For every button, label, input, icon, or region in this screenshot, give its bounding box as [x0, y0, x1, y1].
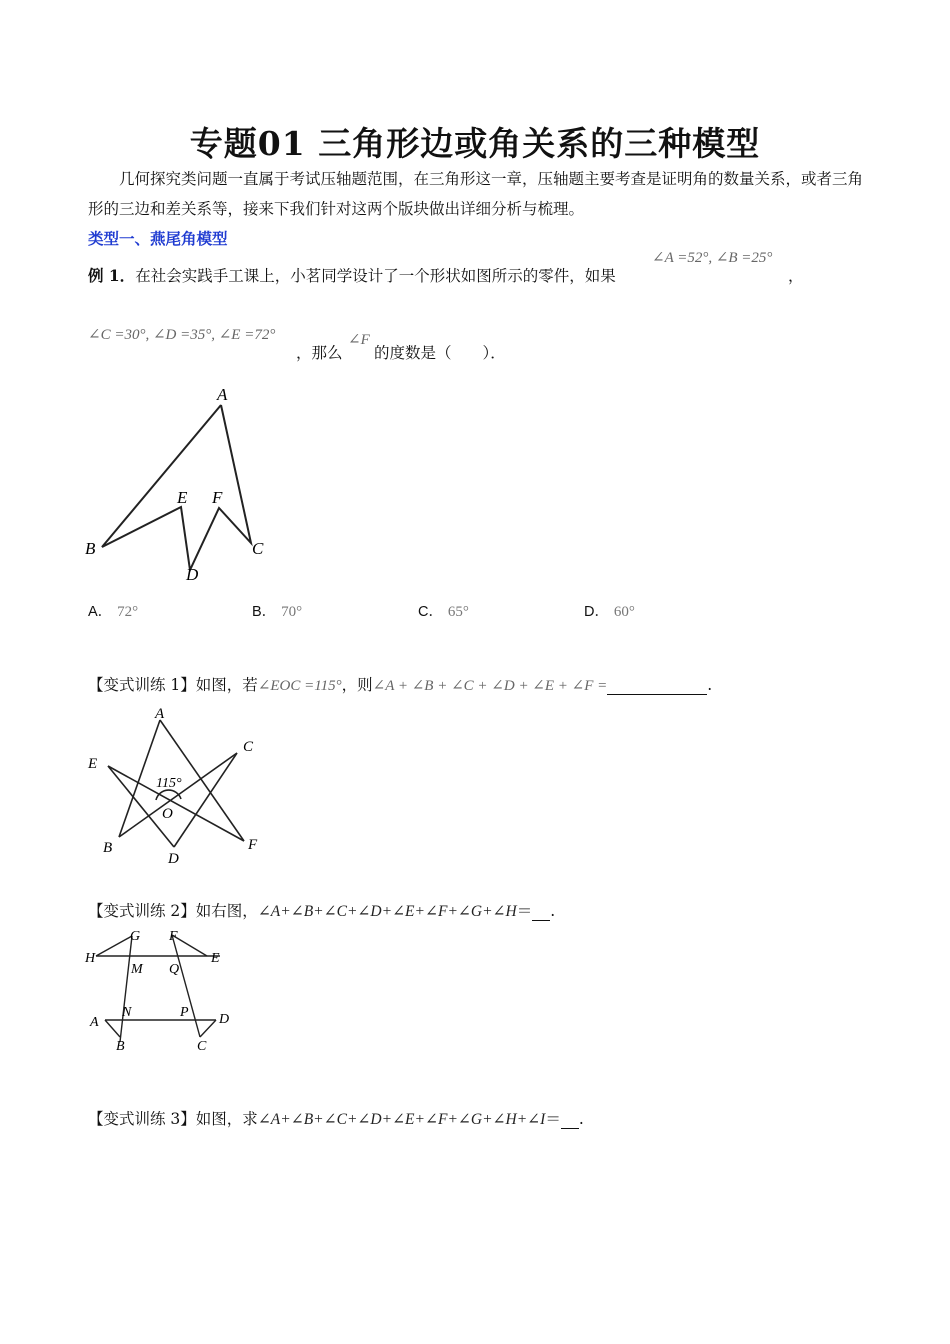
fig1-label-b: B [85, 539, 96, 558]
example1-text1: 在社会实践手工课上，小茗同学设计了一个形状如图所示的零件，如果 [135, 267, 616, 285]
fig3-label-f: F [169, 929, 178, 944]
fig3-label-d: D [219, 1012, 230, 1027]
fig3-label-n: N [122, 1005, 132, 1020]
option-b-value: 70° [281, 604, 303, 620]
fig3-label-b: B [116, 1039, 125, 1054]
variant2-math1: ∠A+∠B+∠C+∠D+∠E+∠F+∠G+∠H [257, 903, 517, 920]
fig2-label-o: O [162, 806, 173, 822]
example1-math-angle-f: ∠F [348, 332, 370, 348]
fig1-label-c: C [252, 539, 264, 558]
variant1-text1: 如图，若 [195, 676, 258, 694]
intro-paragraph: 几何探究类问题一直属于考试压轴题范围，在三角形这一章，压轴题主要考查是证明角的数量关系，或者三角形的三边和差关系等，接来下我们针对这两个版块做出详细分析与梳理。 [88, 170, 864, 218]
option-b-label: B． [252, 604, 277, 620]
variant3-label: 【变式训练 3】 [88, 1110, 196, 1128]
variant1-answer-blank[interactable] [607, 676, 707, 695]
fig3-label-c: C [197, 1039, 207, 1054]
variant3-line [88, 1107, 584, 1129]
variant1-math1: ∠EOC =115° [257, 678, 342, 694]
variant2-figure [80, 922, 250, 1057]
example1-figure [80, 380, 280, 590]
option-a-label: A． [88, 604, 113, 620]
fig3-label-a: A [90, 1015, 99, 1030]
option-a[interactable] [88, 600, 138, 621]
fig1-label-e: E [177, 488, 188, 507]
fig3-label-e: E [211, 951, 220, 966]
fig2-label-a: A [155, 706, 165, 722]
fig2-label-e: E [88, 756, 98, 772]
fig1-label-f: F [212, 488, 223, 507]
fig3-label-h: H [85, 951, 96, 966]
variant3-answer-blank[interactable] [561, 1110, 579, 1129]
fig1-label-a: A [217, 385, 228, 404]
fig2-label-f: F [248, 837, 258, 853]
option-b[interactable] [252, 600, 302, 621]
variant3-math1: ∠A+∠B+∠C+∠D+∠E+∠F+∠G+∠H+∠I [257, 1111, 546, 1128]
variant1-math2: ∠A + ∠B + ∠C + ∠D + ∠E + ∠F = [372, 678, 608, 694]
fig3-label-m: M [131, 962, 143, 977]
variant2-label: 【变式训练 2】 [88, 902, 196, 920]
fig2-label-c: C [243, 739, 254, 755]
variant3-text1: 如图，求 [195, 1110, 258, 1128]
variant1-label: 【变式训练 1】 [88, 676, 196, 694]
variant1-line [88, 673, 712, 695]
fig2-angle-label: 115° [156, 776, 182, 791]
option-d-value: 60° [613, 604, 635, 620]
fig3-label-p: P [180, 1005, 189, 1020]
example1-comma: ， [788, 267, 804, 285]
fig3-label-q: Q [169, 962, 180, 977]
example1-math-angles-cde: ∠C =30°, ∠D =35°, ∠E =72° [88, 327, 276, 343]
variant1-figure [80, 700, 280, 870]
fig3-label-g: G [130, 929, 141, 944]
option-d-label: D． [584, 604, 609, 620]
example1-text3: 的度数是（ ）． [374, 344, 506, 362]
option-c[interactable] [418, 600, 469, 621]
variant2-answer-blank[interactable] [532, 902, 550, 921]
variant2-text1: 如右图， [195, 902, 258, 920]
variant2-line [88, 899, 555, 921]
variant1-text2: ，则 [341, 676, 373, 694]
page-title: 专题01 三角形边或角关系的三种模型 [189, 124, 761, 163]
fig2-label-d: D [168, 851, 179, 867]
option-d[interactable] [584, 600, 635, 621]
variant1-end: . [707, 676, 713, 694]
section-heading-type1: 类型一、燕尾角模型 [88, 229, 228, 248]
example1-math-angles-ab: ∠A =52°, ∠B =25° [652, 250, 773, 266]
option-c-value: 65° [447, 604, 469, 620]
variant2-end: . [550, 902, 556, 920]
variant2-eq: ＝ [516, 902, 533, 920]
option-c-label: C． [418, 604, 443, 620]
variant3-end: . [578, 1110, 584, 1128]
example1-text2: ，那么 [296, 344, 343, 362]
fig2-label-b: B [103, 840, 113, 856]
example1-line1 [88, 264, 616, 286]
option-a-value: 72° [117, 604, 139, 620]
fig1-label-d: D [186, 565, 199, 584]
variant3-eq: ＝ [545, 1110, 561, 1128]
example1-label: 例 1． [88, 266, 136, 285]
